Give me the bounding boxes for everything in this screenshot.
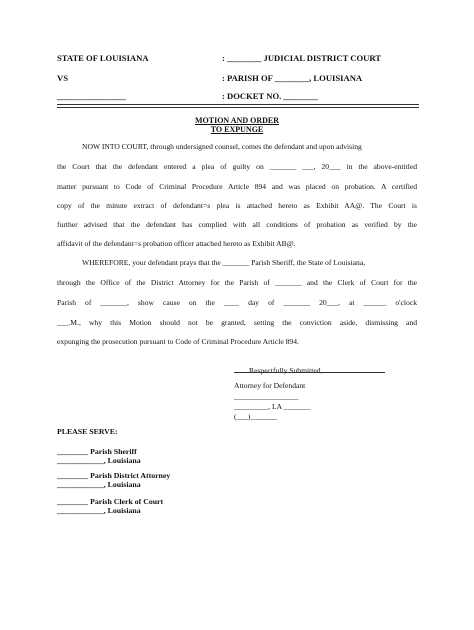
caption-parish: : PARISH OF ________, LOUISIANA xyxy=(222,73,363,83)
serve-entry-3-name: ________ Parish Clerk of Court xyxy=(57,497,164,506)
caption-divider-bottom xyxy=(57,107,419,108)
paragraph-2-line-4: ___.M., why this Motion should not be granted, setting the conviction aside, dismissing and xyxy=(57,318,417,327)
paragraph-1-line-2: the Court that the defendant entered a plea of guilty on _______ ___, 20___ in the above-entitled xyxy=(57,162,417,171)
attorney-phone-blank: (___)_______ xyxy=(234,412,278,421)
closing-text: Respectfully Submitted, xyxy=(249,366,323,375)
document-title-line1: MOTION AND ORDER xyxy=(194,116,279,125)
caption-state: STATE OF LOUISIANA xyxy=(57,53,149,63)
paragraph-1-line-6: affidavit of the defendant=s probation officer attached hereto as Exhibit AB@. xyxy=(57,239,296,248)
caption-docket: : DOCKET NO. ________ xyxy=(222,91,318,101)
paragraph-1-line-5: further advised that the defendant has complied with all conditions of probation as verified by the xyxy=(57,220,417,229)
paragraph-2-line-2: through the Office of the District Attorney for the Parish of _______ and the Clerk of Court for the xyxy=(57,278,417,287)
serve-entry-1-name: ________ Parish Sheriff xyxy=(57,447,137,456)
serve-entry-2-location: ____________, Louisiana xyxy=(57,480,141,489)
attorney-address-blank: _________________ xyxy=(234,392,299,401)
signature-line xyxy=(234,372,385,373)
paragraph-1-line-4: copy of the minute extract of defendant=s plea is attached hereto as Exhibit AA@. The Court is xyxy=(57,201,417,210)
serve-entry-2-name: ________ Parish District Attorney xyxy=(57,471,171,480)
paragraph-2-line-3: Parish of _______, show cause on the ____ day of _______ 20___, at ______ o'clock xyxy=(57,298,417,307)
caption-court: : ________ JUDICIAL DISTRICT COURT xyxy=(222,53,382,63)
attorney-city-blank: _________, LA _______ xyxy=(234,402,311,411)
paragraph-1-line-3: matter pursuant to Code of Criminal Procedure Article 894 and was placed on probation. A certified xyxy=(57,182,417,191)
caption-divider-top xyxy=(57,104,419,105)
serve-entry-1-location: ____________, Louisiana xyxy=(57,456,141,465)
paragraph-1-line-1: NOW INTO COURT, through undersigned counsel, comes the defendant and upon advising xyxy=(82,142,362,151)
paragraph-2-line-5: expunging the prosecution pursuant to Code of Criminal Procedure Article 894. xyxy=(57,337,299,346)
caption-defendant-blank: ________________ xyxy=(57,91,126,101)
caption-vs: VS xyxy=(57,73,68,83)
serve-entry-3-location: ____________, Louisiana xyxy=(57,506,141,515)
attorney-label: Attorney for Defendant xyxy=(234,381,306,390)
please-serve-heading: PLEASE SERVE: xyxy=(57,427,118,436)
paragraph-2-line-1: WHEREFORE, your defendant prays that the _______ Parish Sheriff, the State of Louisiana, xyxy=(82,258,366,267)
document-title-line2: TO EXPUNGE xyxy=(210,125,264,134)
